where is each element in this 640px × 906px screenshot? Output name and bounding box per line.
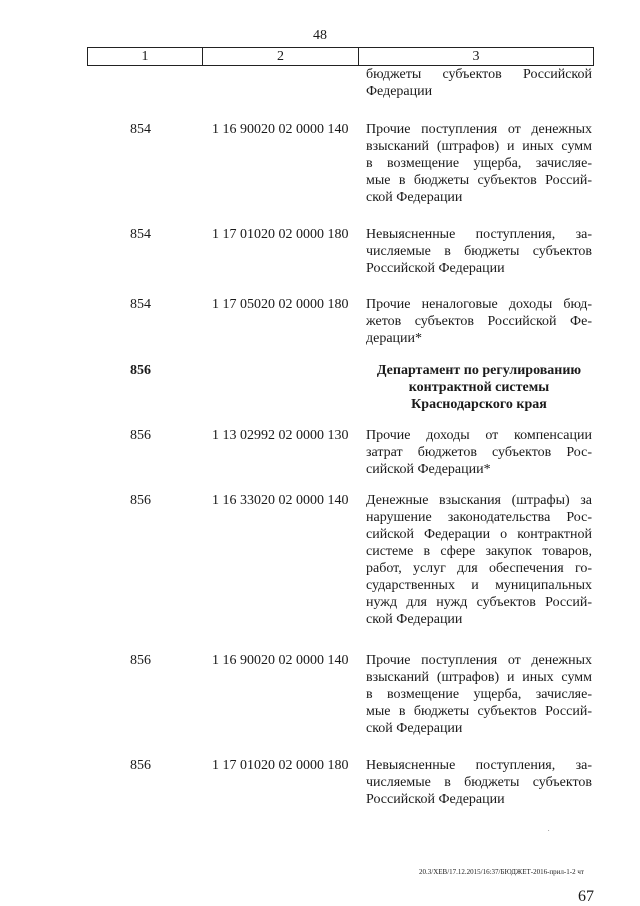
- admin-code: 854: [130, 297, 151, 312]
- revenue-code: 1 17 01020 02 0000 180: [212, 758, 349, 773]
- revenue-name: Денежные взыскания (штрафы) за нарушение законодательства Рос- сийской Федерации о контрактной системе в сфере закупок товаров, работ, услуг для обеспечения го- сударственных и муниципальных нужд для нужд субъектов Россий- ской Федерации: [366, 493, 592, 627]
- admin-code: 856: [130, 493, 151, 508]
- department-name: Департамент по регулированию контрактной системы Краснодарского края: [376, 363, 582, 412]
- revenue-code: 1 13 02992 02 0000 130: [212, 428, 349, 443]
- revenue-code: 1 16 90020 02 0000 140: [212, 653, 349, 668]
- revenue-name: Прочие поступления от денежных взысканий (штрафов) и иных сумм в возмещение ущерба, зачисляе- мые в бюджеты субъектов Россий- ской Федерации: [366, 653, 592, 736]
- admin-code: 856: [130, 758, 151, 773]
- admin-code: 856: [130, 653, 151, 668]
- revenue-code: 1 17 01020 02 0000 180: [212, 227, 349, 242]
- table-header: [87, 47, 594, 66]
- revenue-code: 1 16 33020 02 0000 140: [212, 493, 349, 508]
- scan-dot: .: [548, 827, 550, 833]
- header-col-1: 1: [88, 48, 203, 65]
- revenue-code: 1 17 05020 02 0000 180: [212, 297, 349, 312]
- header-col-2: 2: [203, 48, 359, 65]
- revenue-name: Невыясненные поступления, за- числяемые в бюджеты субъектов Российской Федерации: [366, 758, 592, 807]
- revenue-name: Прочие неналоговые доходы бюд- жетов субъектов Российской Фе- дерации*: [366, 297, 592, 346]
- revenue-name: Невыясненные поступления, за- числяемые в бюджеты субъектов Российской Федерации: [366, 227, 592, 276]
- revenue-name: Прочие поступления от денежных взысканий (штрафов) и иных сумм в возмещение ущерба, зачисляе- мые в бюджеты субъектов Россий- ской Федерации: [366, 122, 592, 205]
- admin-code: 854: [130, 122, 151, 137]
- admin-code: 856: [130, 428, 151, 443]
- header-col-3: 3: [472, 48, 480, 64]
- admin-code: 856: [130, 363, 151, 378]
- revenue-code: 1 16 90020 02 0000 140: [212, 122, 349, 137]
- footer-number: 67: [578, 888, 594, 905]
- continuation-text: бюджеты субъектов Российской Федерации: [366, 67, 592, 99]
- revenue-name: Прочие доходы от компенсации затрат бюджетов субъектов Рос- сийской Федерации*: [366, 428, 592, 477]
- page-number: 48: [313, 28, 327, 43]
- footer-code: 20.3/ХЕВ/17.12.2015/16:37/БЮДЖЕТ-2016-прил-1-2 чт: [419, 868, 584, 876]
- admin-code: 854: [130, 227, 151, 242]
